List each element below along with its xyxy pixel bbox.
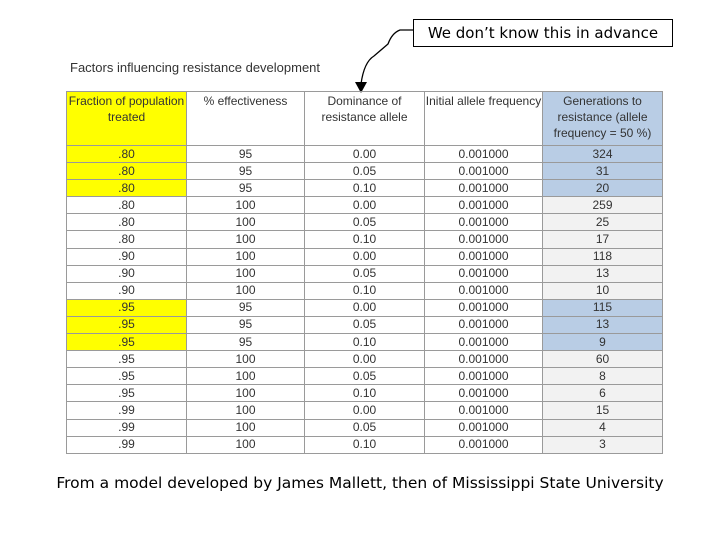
cell-effectiveness: 95 — [187, 334, 305, 351]
table-row — [67, 248, 663, 265]
cell-effectiveness: 95 — [187, 299, 305, 316]
cell-effectiveness: 100 — [187, 436, 305, 453]
cell-initial-frequency: 0.001000 — [425, 180, 543, 197]
cell-initial-frequency: 0.001000 — [425, 385, 543, 402]
cell-fraction-treated: .95 — [67, 299, 187, 316]
table-row — [67, 231, 663, 248]
cell-initial-frequency: 0.001000 — [425, 248, 543, 265]
cell-initial-frequency: 0.001000 — [425, 214, 543, 231]
table-row — [67, 214, 663, 231]
cell-dominance: 0.05 — [305, 214, 425, 231]
cell-initial-frequency: 0.001000 — [425, 231, 543, 248]
cell-dominance: 0.05 — [305, 163, 425, 180]
cell-effectiveness: 100 — [187, 419, 305, 436]
cell-effectiveness: 100 — [187, 402, 305, 419]
cell-fraction-treated: .95 — [67, 385, 187, 402]
table-row — [67, 180, 663, 197]
cell-fraction-treated: .99 — [67, 402, 187, 419]
callout-text: We don’t know this in advance — [427, 24, 659, 42]
table-row — [67, 419, 663, 436]
table-row — [67, 163, 663, 180]
cell-initial-frequency: 0.001000 — [425, 351, 543, 368]
cell-fraction-treated: .95 — [67, 334, 187, 351]
cell-generations: 13 — [543, 265, 663, 282]
header-effectiveness: % effectiveness — [187, 92, 305, 146]
cell-initial-frequency: 0.001000 — [425, 265, 543, 282]
cell-effectiveness: 100 — [187, 385, 305, 402]
table-row — [67, 385, 663, 402]
cell-effectiveness: 100 — [187, 248, 305, 265]
table-row — [67, 265, 663, 282]
cell-initial-frequency: 0.001000 — [425, 146, 543, 163]
cell-initial-frequency: 0.001000 — [425, 368, 543, 385]
table-row — [67, 436, 663, 453]
cell-dominance: 0.00 — [305, 299, 425, 316]
cell-generations: 115 — [543, 299, 663, 316]
table-row — [67, 282, 663, 299]
cell-fraction-treated: .95 — [67, 316, 187, 333]
cell-fraction-treated: .90 — [67, 265, 187, 282]
cell-fraction-treated: .80 — [67, 197, 187, 214]
cell-generations: 17 — [543, 231, 663, 248]
cell-dominance: 0.00 — [305, 146, 425, 163]
cell-effectiveness: 100 — [187, 368, 305, 385]
cell-initial-frequency: 0.001000 — [425, 436, 543, 453]
cell-dominance: 0.10 — [305, 385, 425, 402]
table-row — [67, 316, 663, 333]
table-row — [67, 146, 663, 163]
cell-generations: 15 — [543, 402, 663, 419]
cell-dominance: 0.10 — [305, 180, 425, 197]
cell-dominance: 0.00 — [305, 402, 425, 419]
cell-effectiveness: 95 — [187, 316, 305, 333]
resistance-table — [66, 91, 663, 454]
cell-fraction-treated: .80 — [67, 180, 187, 197]
table-row — [67, 334, 663, 351]
cell-generations: 10 — [543, 282, 663, 299]
cell-initial-frequency: 0.001000 — [425, 316, 543, 333]
cell-fraction-treated: .80 — [67, 146, 187, 163]
header-row — [67, 92, 663, 146]
cell-dominance: 0.05 — [305, 419, 425, 436]
cell-initial-frequency: 0.001000 — [425, 334, 543, 351]
cell-generations: 4 — [543, 419, 663, 436]
cell-initial-frequency: 0.001000 — [425, 282, 543, 299]
cell-initial-frequency: 0.001000 — [425, 163, 543, 180]
cell-dominance: 0.05 — [305, 316, 425, 333]
cell-generations: 118 — [543, 248, 663, 265]
cell-effectiveness: 100 — [187, 214, 305, 231]
cell-initial-frequency: 0.001000 — [425, 299, 543, 316]
cell-fraction-treated: .90 — [67, 248, 187, 265]
cell-fraction-treated: .99 — [67, 436, 187, 453]
cell-effectiveness: 100 — [187, 231, 305, 248]
cell-effectiveness: 100 — [187, 282, 305, 299]
cell-dominance: 0.00 — [305, 197, 425, 214]
cell-initial-frequency: 0.001000 — [425, 419, 543, 436]
cell-initial-frequency: 0.001000 — [425, 402, 543, 419]
table-row — [67, 402, 663, 419]
cell-fraction-treated: .95 — [67, 368, 187, 385]
table-row — [67, 368, 663, 385]
cell-generations: 259 — [543, 197, 663, 214]
table-row — [67, 299, 663, 316]
cell-dominance: 0.10 — [305, 334, 425, 351]
cell-fraction-treated: .99 — [67, 419, 187, 436]
cell-generations: 324 — [543, 146, 663, 163]
cell-fraction-treated: .90 — [67, 282, 187, 299]
table-subtitle: Factors influencing resistance development — [70, 60, 321, 75]
header-dominance: Dominance of resistance allele — [305, 92, 425, 146]
cell-generations: 13 — [543, 316, 663, 333]
cell-dominance: 0.00 — [305, 351, 425, 368]
cell-initial-frequency: 0.001000 — [425, 197, 543, 214]
cell-generations: 8 — [543, 368, 663, 385]
cell-generations: 31 — [543, 163, 663, 180]
cell-dominance: 0.10 — [305, 436, 425, 453]
cell-effectiveness: 100 — [187, 351, 305, 368]
cell-dominance: 0.05 — [305, 265, 425, 282]
cell-generations: 6 — [543, 385, 663, 402]
cell-effectiveness: 95 — [187, 180, 305, 197]
cell-effectiveness: 95 — [187, 146, 305, 163]
cell-generations: 60 — [543, 351, 663, 368]
cell-fraction-treated: .80 — [67, 163, 187, 180]
cell-fraction-treated: .80 — [67, 214, 187, 231]
cell-effectiveness: 95 — [187, 163, 305, 180]
cell-generations: 25 — [543, 214, 663, 231]
cell-fraction-treated: .95 — [67, 351, 187, 368]
cell-fraction-treated: .80 — [67, 231, 187, 248]
header-fraction-treated: Fraction of population treated — [67, 92, 187, 146]
cell-dominance: 0.10 — [305, 231, 425, 248]
cell-generations: 20 — [543, 180, 663, 197]
table-row — [67, 197, 663, 214]
cell-generations: 9 — [543, 334, 663, 351]
footer-credit: From a model developed by James Mallett, then of Mississippi State University — [56, 474, 664, 492]
cell-effectiveness: 100 — [187, 265, 305, 282]
cell-dominance: 0.05 — [305, 368, 425, 385]
cell-effectiveness: 100 — [187, 197, 305, 214]
table-row — [67, 351, 663, 368]
cell-generations: 3 — [543, 436, 663, 453]
header-generations: Generations to resistance (allele frequency = 50 %) — [543, 92, 663, 146]
cell-dominance: 0.10 — [305, 282, 425, 299]
header-initial-frequency: Initial allele frequency — [425, 92, 543, 146]
cell-dominance: 0.00 — [305, 248, 425, 265]
